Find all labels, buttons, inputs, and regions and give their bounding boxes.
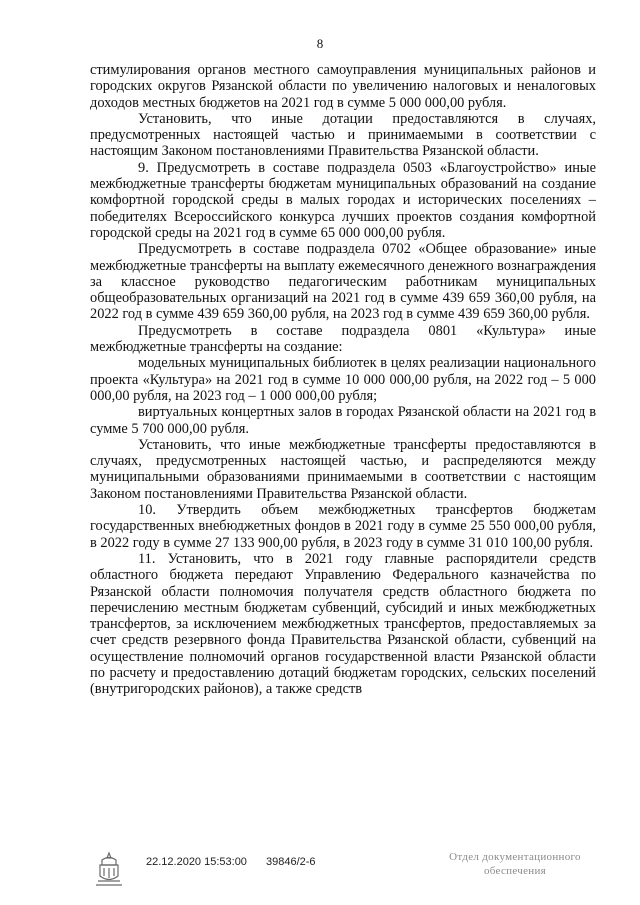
stamp-line-1: Отдел документационного xyxy=(449,851,581,863)
footer-timestamp: 22.12.2020 15:53:00 xyxy=(146,856,247,868)
paragraph-model-libraries: модельных муниципальных библиотек в целях реализации национального проекта «Культура» на 2021 год в сумме 10 000 000,00 рубля, на 2022 год – 5 000 000,00 рубля, на 2023 год – 1 000 000,00 рубля; xyxy=(90,355,596,404)
paragraph-virtual-halls: виртуальных концертных залов в городах Рязанской области на 2021 год в сумме 5 700 000,00 рубля. xyxy=(90,404,596,437)
paragraph-culture: Предусмотреть в составе подраздела 0801 «Культура» иные межбюджетные трансферты на создание: xyxy=(90,322,596,356)
department-stamp xyxy=(430,850,600,878)
page-footer xyxy=(0,848,640,898)
paragraph-general-education: Предусмотреть в составе подраздела 0702 «Общее образование» иные межбюджетные трансферты на выплату ежемесячного денежного вознаграждения за классное руководство педагогическим работникам муниципальных общеобразовательных организаций на 2021 год в сумме 439 659 360,00 рубля, на 2022 год в сумме 439 659 360,00 рубля, на 2023 год в сумме 439 659 360,00 рубля. xyxy=(90,241,596,323)
paragraph-item-9: 9. Предусмотреть в составе подраздела 0503 «Благоустройство» иные межбюджетные трансферты бюджетам муниципальных образований на создание комфортной городской среды в малых городах и исторических поселениях – победителях Всероссийского конкурса лучших проектов создания комфортной городской среды на 2021 год в сумме 65 000 000,00 рубля. xyxy=(90,159,596,241)
page-number: 8 xyxy=(316,36,324,51)
paragraph-other-subsidies: Установить, что иные дотации предоставляются в случаях, предусмотренных настоящей частью и принимаемыми в соответствии с настоящим Законом постановлениями Правительства Рязанской области. xyxy=(90,110,596,160)
stamp-line-2: обеспечения xyxy=(483,865,547,877)
paragraph-item-11: 11. Установить, что в 2021 году главные распорядители средств областного бюджета передают Управлению Федерального казначейства по Рязанской области полномочия получателя средств областного бюджета по перечислению местным бюджетам субвенций, субсидий и иных межбюджетных трансфертов, за исключением межбюджетных трансфертов, предоставляемых за счет средств резервного фонда Правительства Рязанской области, субвенций на осуществление полномочий органов государственной власти Рязанской области по расчету и предоставлению дотаций бюджетам городских, сельских поселений (внутригородских районов), а также средств xyxy=(90,550,596,698)
paragraph-distribution: Установить, что иные межбюджетные трансферты предоставляются в случаях, предусмотренных настоящей частью, и распределяются между муниципальными образованиями принимаемыми в соответствии с настоящим Законом постановлениями Правительства Рязанской области. xyxy=(90,436,596,502)
document-body xyxy=(90,62,596,698)
paragraph-continuation: стимулирования органов местного самоуправления муниципальных районов и городских округов Рязанской области по увеличению налоговых и неналоговых доходов местных бюджетов на 2021 год в сумме 5 000 000,00 рубля. xyxy=(90,62,596,111)
paragraph-item-10: 10. Утвердить объем межбюджетных трансфертов бюджетам государственных внебюджетных фондов в 2021 году в сумме 25 550 000,00 рубля, в 2022 году в сумме 27 133 900,00 рубля, в 2023 году в сумме 31 010 100,00 рубля. xyxy=(90,502,596,551)
footer-document-code: 39846/2-6 xyxy=(266,856,316,868)
coat-of-arms-icon xyxy=(93,850,125,890)
